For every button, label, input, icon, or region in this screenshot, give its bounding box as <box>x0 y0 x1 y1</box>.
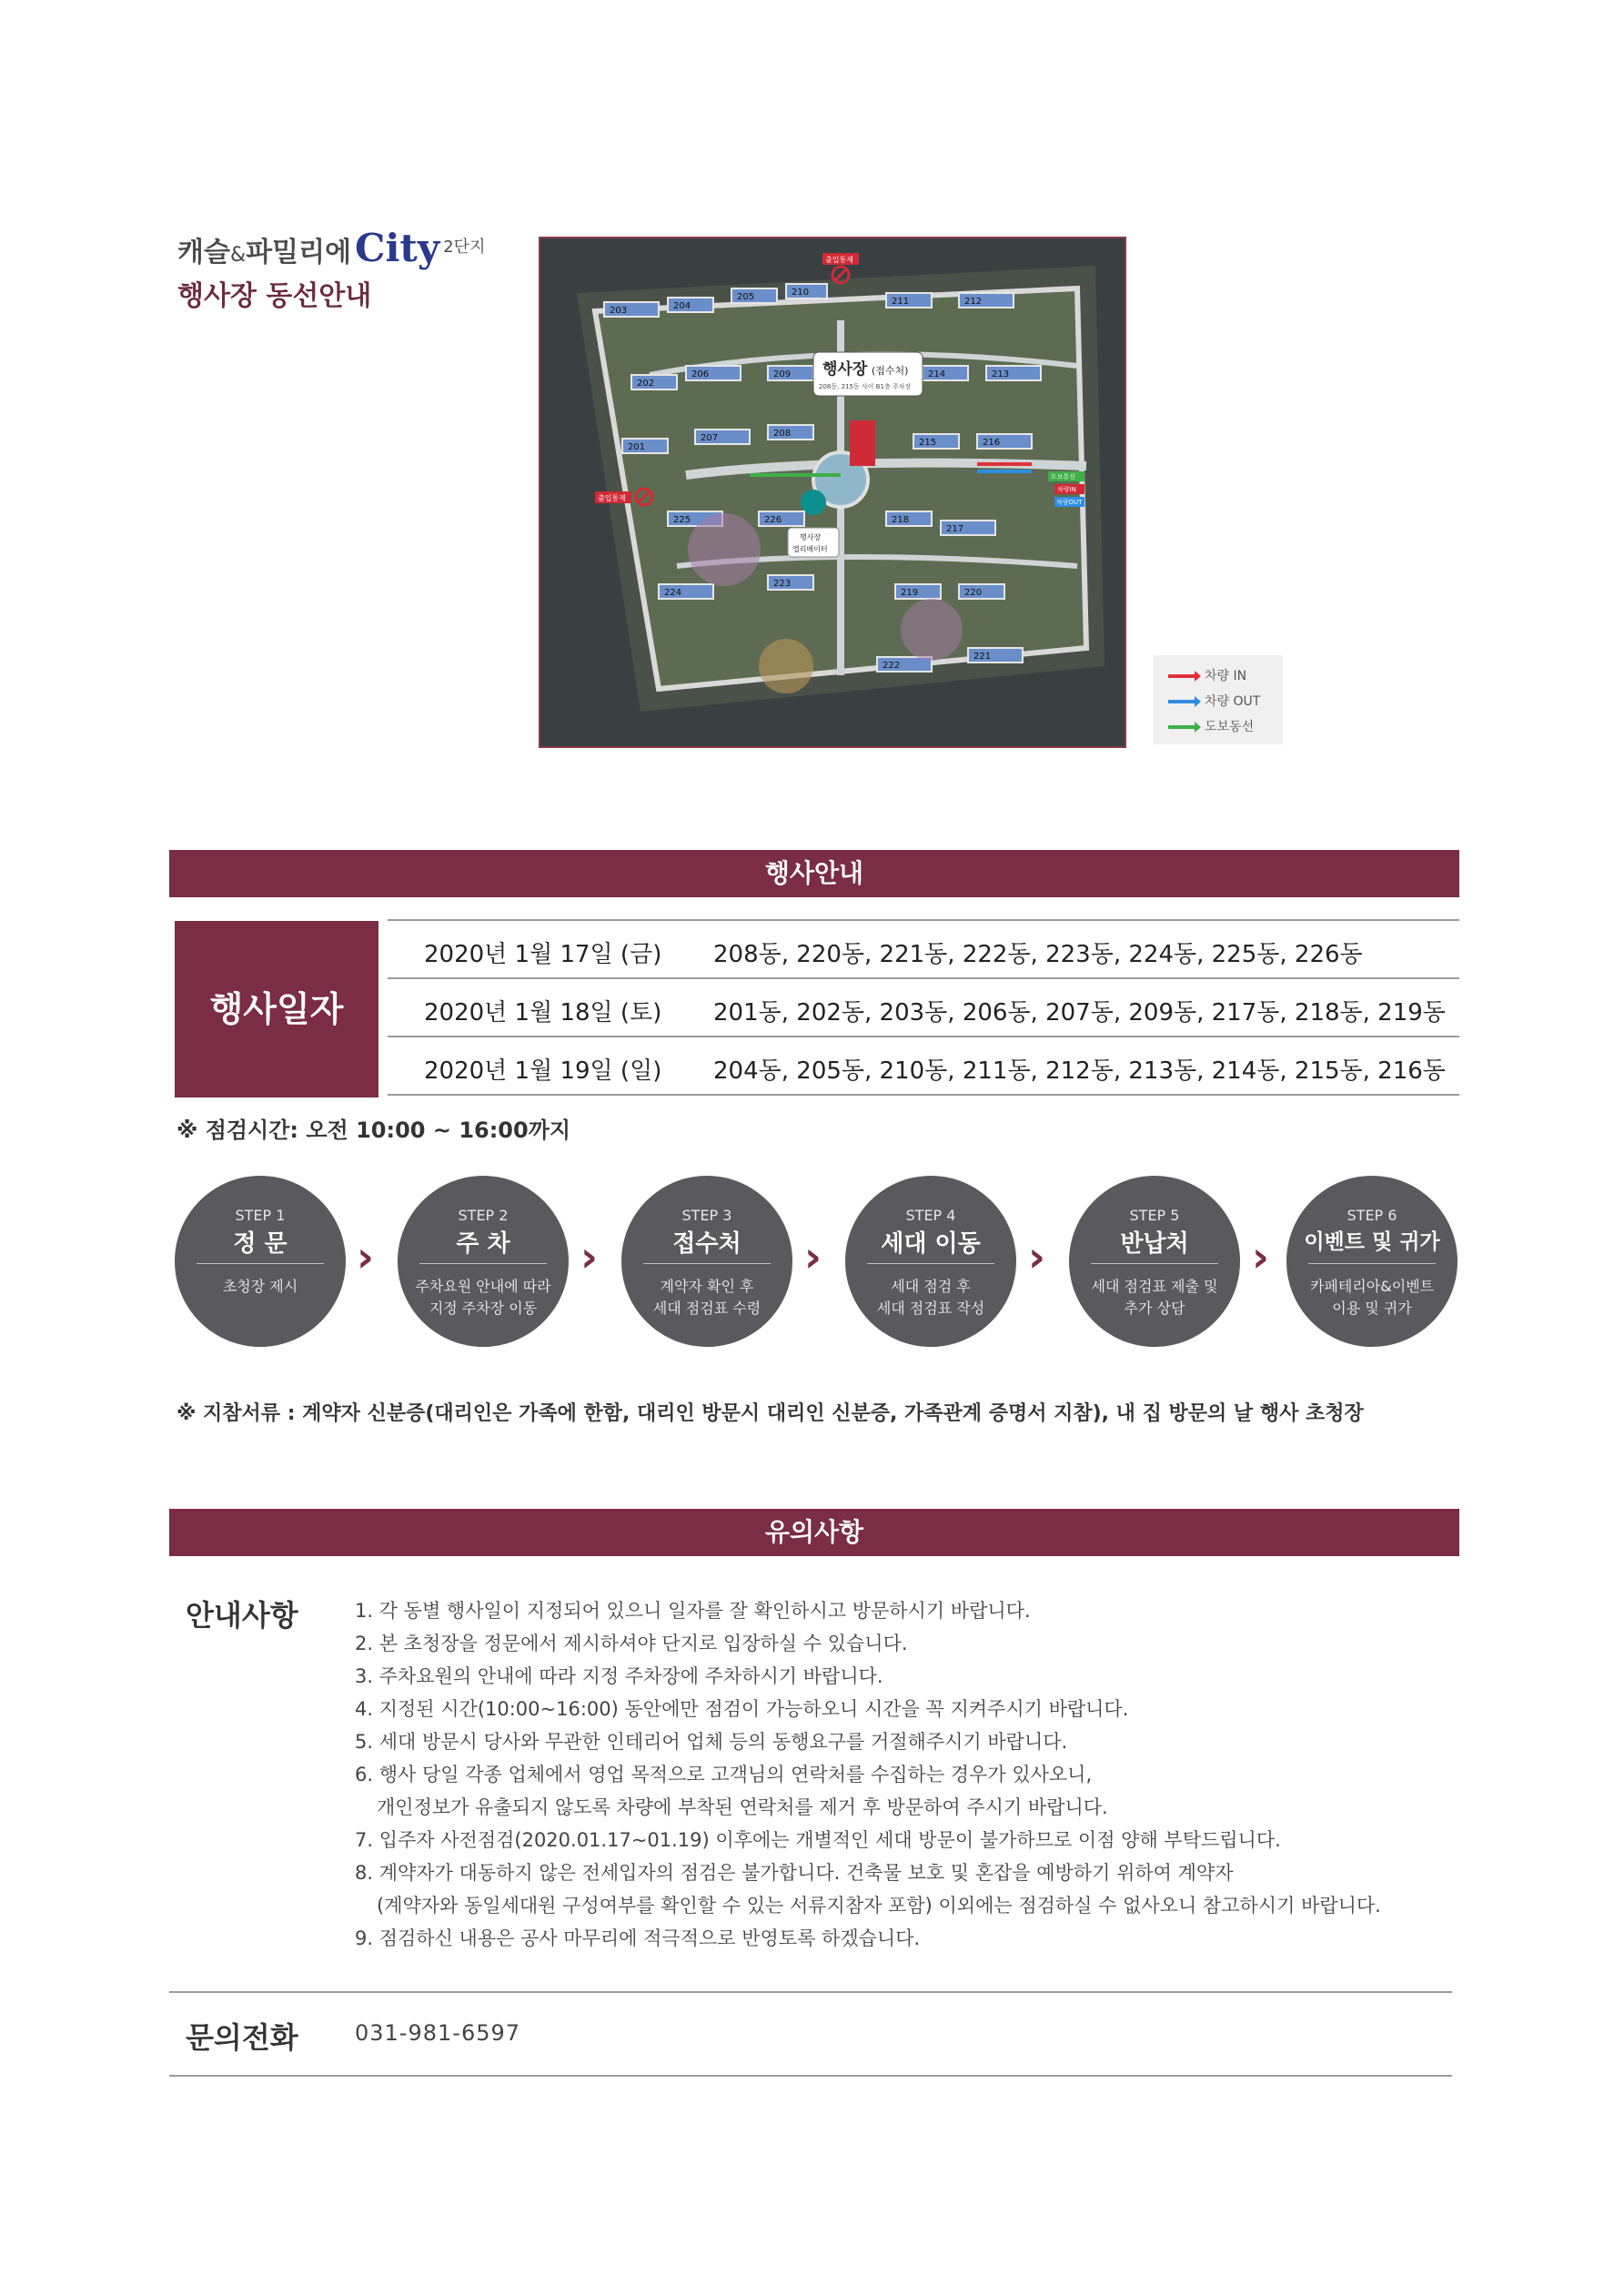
legend-vehicle-in: 차량 IN <box>1168 666 1246 684</box>
chevron-right-icon: › <box>1028 1232 1045 1281</box>
building-number: 226 <box>764 515 782 525</box>
building-number: 204 <box>673 301 691 311</box>
step-2-parking: STEP 2 주 차 주차요원 안내에 따라 지정 주차장 이동 <box>398 1176 569 1347</box>
svg-text:엘리베이터: 엘리베이터 <box>792 545 828 553</box>
guide-label: 안내사항 <box>186 1598 298 1633</box>
building-number: 213 <box>992 369 1010 379</box>
building-number: 208 <box>773 429 792 439</box>
divider <box>388 919 1459 921</box>
building-number: 209 <box>773 369 792 379</box>
building-number: 202 <box>637 379 655 389</box>
svg-text:도보통선: 도보통선 <box>1051 473 1076 480</box>
site-map-illustration <box>540 238 1125 746</box>
red-arrow-icon <box>1168 674 1197 678</box>
step-4-unit-move: STEP 4 세대 이동 세대 점검 후 세대 점검표 작성 <box>845 1176 1016 1347</box>
venue-callout <box>813 352 923 396</box>
venue-marker <box>850 420 875 466</box>
event-section-header: 행사안내 <box>169 850 1459 897</box>
building-number: 205 <box>737 292 755 302</box>
elevator-callout <box>788 528 839 557</box>
building-number: 223 <box>773 579 792 589</box>
divider <box>388 1094 1459 1096</box>
inspection-time-note: ※ 점검시간: 오전 10:00 ~ 16:00까지 <box>177 1118 571 1143</box>
building-number: 201 <box>628 442 646 452</box>
contact-label: 문의전화 <box>186 2020 298 2055</box>
building-number: 212 <box>964 297 983 307</box>
step-6-event-exit: STEP 6 이벤트 및 귀가 카페테리아&이벤트 이용 및 귀가 <box>1286 1176 1458 1347</box>
building-number: 224 <box>664 588 682 598</box>
list-item: 9. 점검하신 내용은 공사 마무리에 적극적으로 반영토록 하겠습니다. <box>355 1927 921 1949</box>
legend-walking-route: 도보동선 <box>1168 717 1254 735</box>
step-5-return: STEP 5 반납처 세대 점검표 제출 및 추가 상담 <box>1069 1176 1240 1347</box>
legend-vehicle-out: 차량 OUT <box>1168 692 1260 710</box>
svg-text:출입통제: 출입통제 <box>598 494 626 502</box>
notice-list <box>355 1594 1428 1955</box>
chevron-right-icon: › <box>1252 1232 1269 1281</box>
step-3-reception: STEP 3 접수처 계약자 확인 후 세대 점검표 수령 <box>621 1176 792 1347</box>
notice-section-header: 유의사항 <box>169 1509 1459 1556</box>
schedule-units: 204동, 205동, 210동, 211동, 212동, 213동, 214동, 215동, 216동 <box>713 1057 1446 1085</box>
building-number: 203 <box>610 306 628 316</box>
blue-arrow-icon <box>1168 700 1197 703</box>
list-item: 2. 본 초청장을 정문에서 제시하셔야 단지로 입장하실 수 있습니다. <box>355 1633 908 1654</box>
building-number: 220 <box>964 588 983 598</box>
divider <box>388 977 1459 979</box>
brand-city: City <box>355 226 440 270</box>
svg-text:차량IN: 차량IN <box>1057 486 1076 493</box>
building-number: 214 <box>928 369 946 379</box>
chevron-right-icon: › <box>357 1232 374 1281</box>
schedule-date: 2020년 1월 17일 (금) <box>424 941 662 968</box>
brand-phase: 2단지 <box>443 238 486 257</box>
building-number: 219 <box>901 588 919 598</box>
page-subtitle: 행사장 동선안내 <box>177 280 372 312</box>
divider <box>169 2075 1452 2077</box>
list-item: 5. 세대 방문시 당사와 무관한 인테리어 업체 등의 동행요구를 거절해주시기 바랍니다. <box>355 1731 1068 1753</box>
brand-mid: 파밀리에 <box>246 237 352 268</box>
list-item: 3. 주차요원의 안내에 따라 지정 주차장에 주차하시기 바랍니다. <box>355 1665 883 1687</box>
svg-text:행사장: 행사장 <box>800 533 822 541</box>
schedule-date: 2020년 1월 19일 (일) <box>424 1057 662 1085</box>
building-number: 210 <box>792 288 810 298</box>
building-number: 211 <box>892 297 910 307</box>
map-legend <box>1154 655 1283 744</box>
divider <box>388 1036 1459 1037</box>
building-number: 222 <box>883 661 901 671</box>
svg-text:출입통제: 출입통제 <box>825 256 853 264</box>
building-number: 216 <box>983 438 1001 448</box>
building-number: 221 <box>973 652 992 662</box>
divider <box>169 1991 1452 1993</box>
list-item: 7. 입주자 사전점검(2020.01.17~01.19) 이후에는 개별적인 세대 방문이 불가하므로 이점 양해 부탁드립니다. <box>355 1829 1281 1851</box>
step-1-front-gate: STEP 1 정 문 초청장 제시 <box>175 1176 346 1347</box>
contact-phone: 031-981-6597 <box>355 2020 521 2046</box>
building-number: 218 <box>892 515 910 525</box>
brand-prefix: 캐슬 <box>177 237 230 268</box>
brand-title <box>177 226 485 270</box>
schedule-date: 2020년 1월 18일 (토) <box>424 999 662 1027</box>
list-item: 8. 계약자가 대동하지 않은 전세입자의 점검은 불가합니다. 건축물 보호 및 혼잡을 예방하기 위하여 계약자 (계약자와 동일세대원 구성여부를 확인할 수 있는 서류지참자 포함) 이외에는 점검하실 수 없사오니 참고하시기 바랍니다. <box>355 1862 1381 1917</box>
building-number: 206 <box>691 369 710 379</box>
site-map <box>539 237 1126 748</box>
building-number: 225 <box>673 515 691 525</box>
building-number: 207 <box>701 433 719 443</box>
building-number: 217 <box>946 524 964 534</box>
documents-note: ※ 지참서류 : 계약자 신분증(대리인은 가족에 한함, 대리인 방문시 대리인 신분증, 가족관계 증명서 지참), 내 집 방문의 날 행사 초청장 <box>177 1402 1364 1425</box>
schedule-units: 208동, 220동, 221동, 222동, 223동, 224동, 225동, 226동 <box>713 941 1363 968</box>
brand-amp: & <box>229 244 247 267</box>
list-item: 6. 행사 당일 각종 업체에서 영업 목적으로 고객님의 연락처를 수집하는 경우가 있사오니, 개인정보가 유출되지 않도록 차량에 부착된 연락처를 제거 후 방문하여 주시기 바랍니다. <box>355 1764 1108 1818</box>
svg-text:행사장: 행사장 <box>822 360 868 379</box>
green-arrow-icon <box>1168 725 1197 729</box>
svg-text:차량OUT: 차량OUT <box>1056 499 1083 506</box>
schedule-label: 행사일자 <box>175 921 378 1097</box>
list-item: 4. 지정된 시간(10:00~16:00) 동안에만 점검이 가능하오니 시간을 꼭 지켜주시기 바랍니다. <box>355 1698 1129 1720</box>
svg-text:(접수처): (접수처) <box>872 365 909 377</box>
schedule-units: 201동, 202동, 203동, 206동, 207동, 209동, 217동, 218동, 219동 <box>713 999 1446 1027</box>
list-item: 1. 각 동별 행사일이 지정되어 있으니 일자를 잘 확인하시고 방문하시기 바랍니다. <box>355 1600 1031 1622</box>
building-number: 215 <box>919 438 937 448</box>
chevron-right-icon: › <box>804 1232 822 1281</box>
chevron-right-icon: › <box>580 1232 598 1281</box>
svg-text:208동, 215동 사이 B1층 주차장: 208동, 215동 사이 B1층 주차장 <box>819 383 912 390</box>
